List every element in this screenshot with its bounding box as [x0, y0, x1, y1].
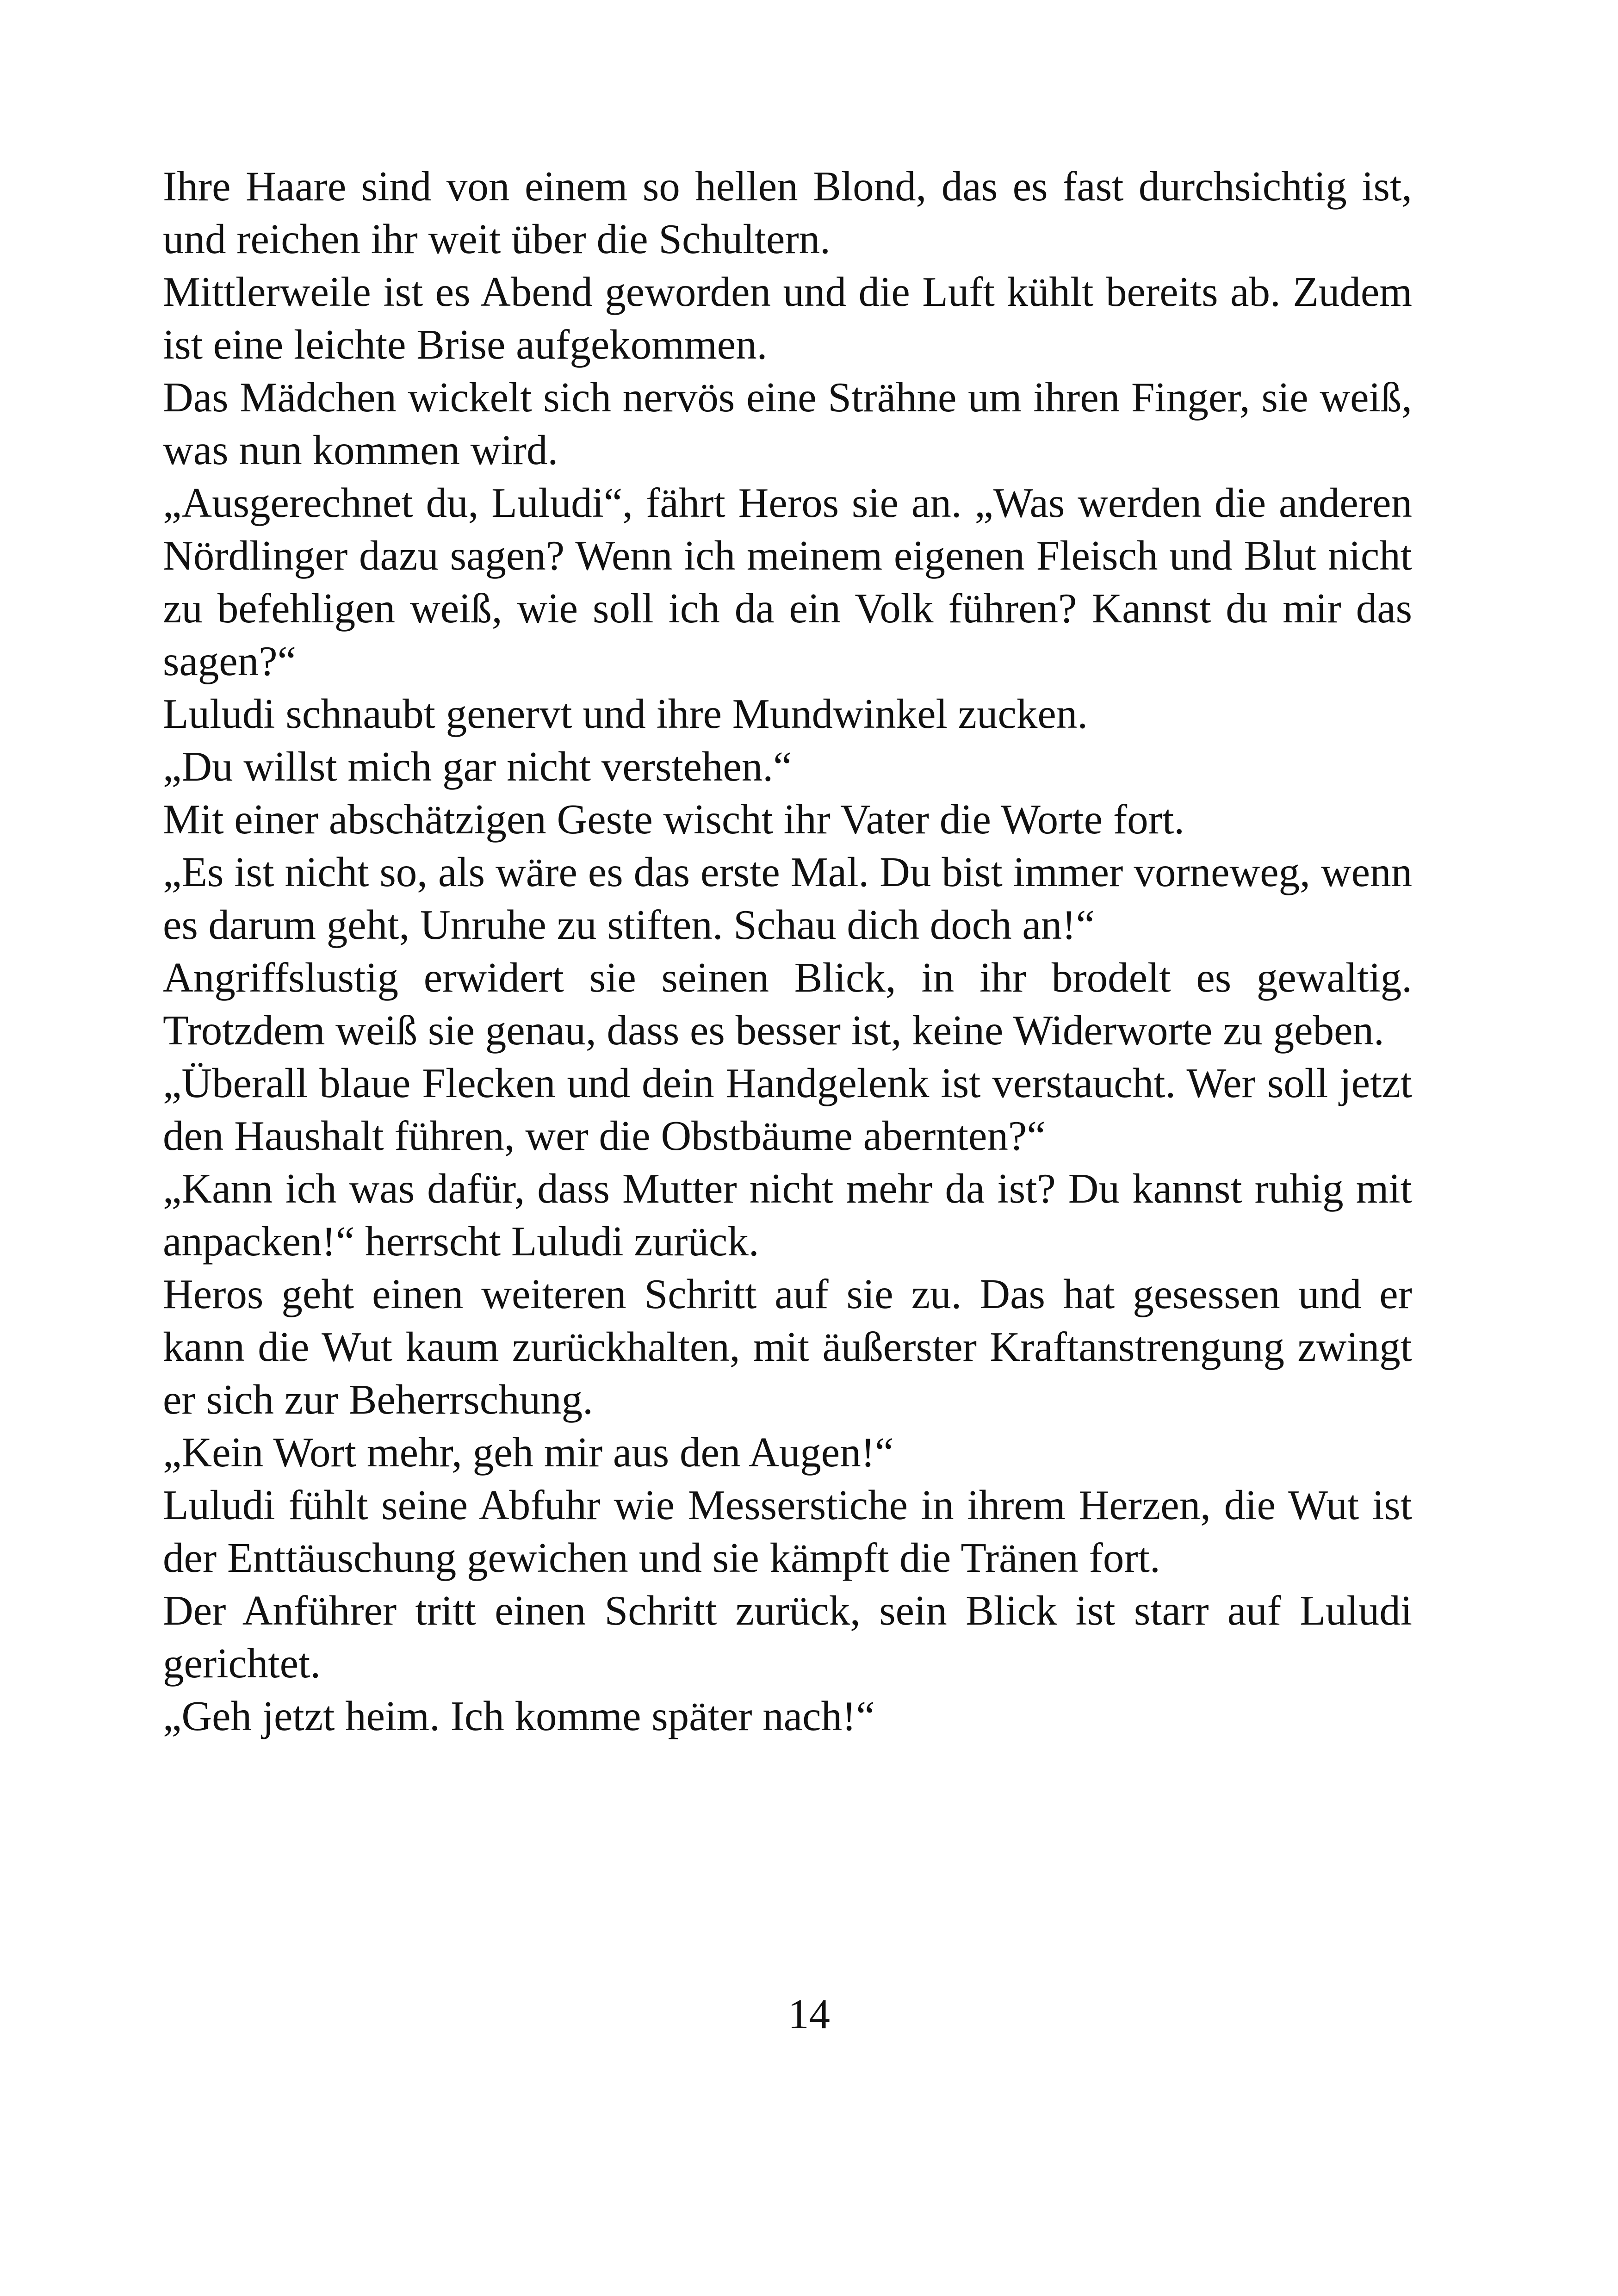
paragraph-13: „Kein Wort mehr, geh mir aus den Augen!“ — [163, 1429, 894, 1476]
paragraph-6: „Du willst mich gar nicht verstehen.“ — [163, 743, 792, 790]
paragraph-3: Das Mädchen wickelt sich nervös eine Strähne um ihren Finger, sie weiß, was nun kommen wird. — [163, 374, 1412, 473]
paragraph-1: Ihre Haare sind von einem so hellen Blond, das es fast durchsichtig ist, und reichen ihr weit über die Schultern. — [163, 163, 1412, 262]
paragraph-11: „Kann ich was dafür, dass Mutter nicht mehr da ist? Du kannst ruhig mit anpacken!“ herrscht Luludi zurück. — [163, 1165, 1412, 1265]
paragraph-14: Luludi fühlt seine Abfuhr wie Messerstiche in ihrem Herzen, die Wut ist der Enttäuschung gewichen und sie kämpft die Tränen fort. — [163, 1482, 1412, 1581]
paragraph-5: Luludi schnaubt genervt und ihre Mundwinkel zucken. — [163, 690, 1088, 737]
paragraph-12: Heros geht einen weiteren Schritt auf sie zu. Das hat gesessen und er kann die Wut kaum zurückhalten, mit äußerster Kraftanstrengung zwingt er sich zur Beherrschung. — [163, 1271, 1412, 1423]
paragraph-2: Mittlerweile ist es Abend geworden und die Luft kühlt bereits ab. Zudem ist eine leichte Brise aufgekommen. — [163, 268, 1412, 368]
paragraph-16: „Geh jetzt heim. Ich komme später nach!“ — [163, 1693, 875, 1739]
paragraph-9: Angriffslustig erwidert sie seinen Blick, in ihr brodelt es gewaltig. Trotzdem weiß sie genau, dass es besser ist, keine Widerworte zu geben. — [163, 954, 1412, 1054]
page-number: 14 — [788, 1991, 830, 2037]
paragraph-15: Der Anführer tritt einen Schritt zurück, sein Blick ist starr auf Luludi gerichtet. — [163, 1587, 1412, 1687]
paragraph-10: „Überall blaue Flecken und dein Handgelenk ist verstaucht. Wer soll jetzt den Haushalt führen, wer die Obstbäume abernten?“ — [163, 1060, 1412, 1159]
paragraph-8: „Es ist nicht so, als wäre es das erste Mal. Du bist immer vorneweg, wenn es darum geht, Unruhe zu stiften. Schau dich doch an!“ — [163, 849, 1412, 948]
paragraph-7: Mit einer abschätzigen Geste wischt ihr Vater die Worte fort. — [163, 796, 1184, 843]
body-text — [163, 160, 1412, 1743]
paragraph-4: „Ausgerechnet du, Luludi“, fährt Heros sie an. „Was werden die anderen Nördlinger dazu sagen? Wenn ich meinem eigenen Fleisch und Blut nicht zu befehligen weiß, wie soll ich da ein Volk führen? Kannst du mir das sagen?“ — [163, 479, 1412, 684]
